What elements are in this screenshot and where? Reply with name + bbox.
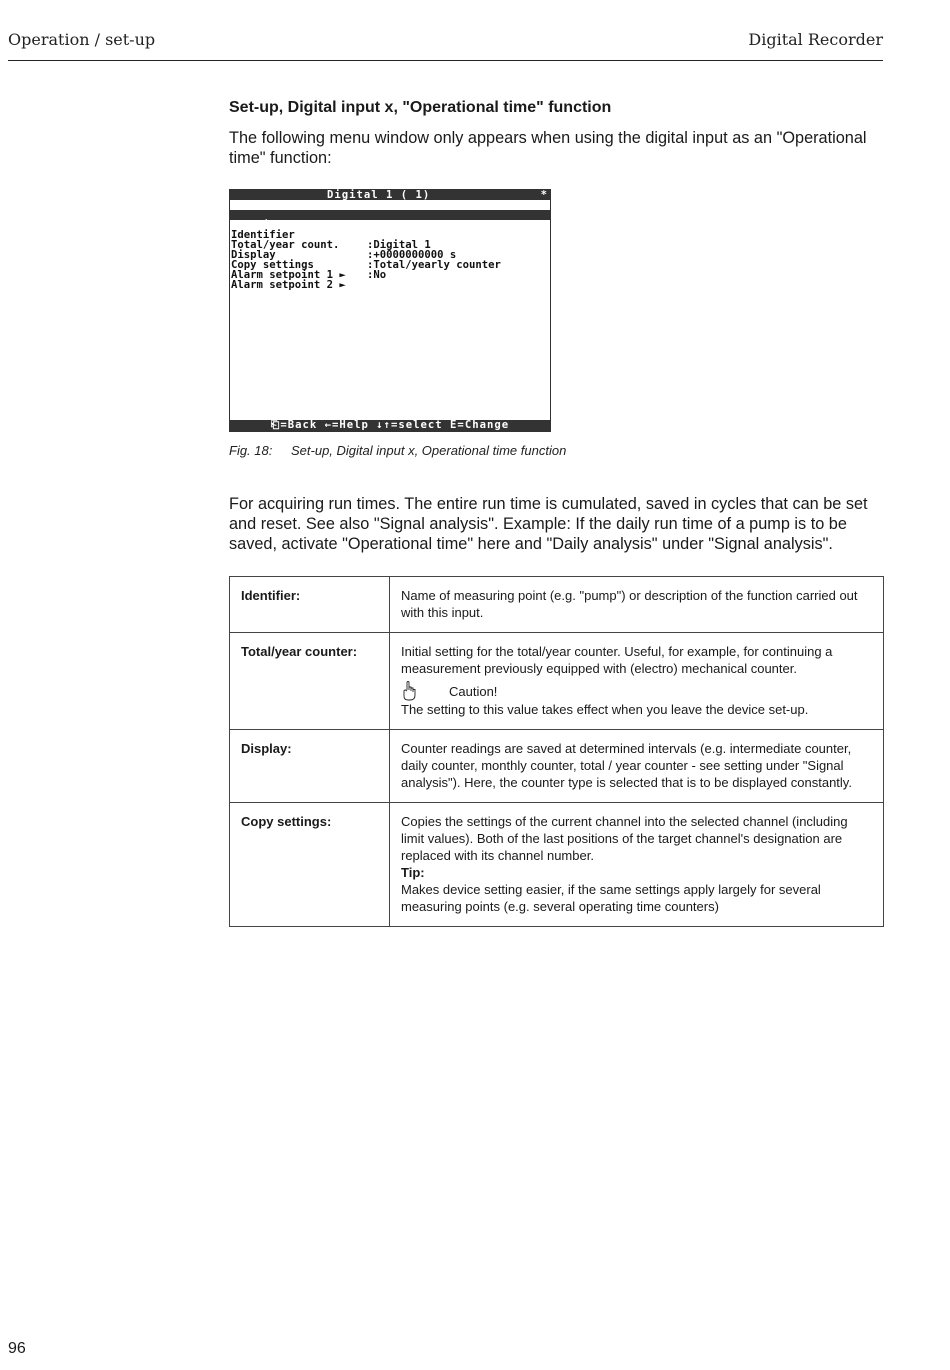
setting-description-cell (390, 803, 884, 927)
description-paragraph: For acquiring run times. The entire run time is cumulated, saved in cycles that can be set and reset. See also "Signal analysis". Example: If the daily run time of a pump is to be saved, activate "Operational time" here and "Daily analysis" under "Signal analysis". (229, 495, 868, 553)
setting-name: Copy settings: (230, 803, 390, 927)
caution-note (401, 681, 872, 701)
menu-row-label: Alarm setpoint 1 ► (231, 269, 346, 281)
setting-description: Copies the settings of the current channel into the selected channel (including limit values). Both of the last positions of the target channel's designation are replaced with its channel number. (401, 814, 848, 863)
setting-description: Name of measuring point (e.g. "pump") or description of the function carried out with this input. (390, 577, 884, 633)
menu-screen (229, 189, 551, 432)
settings-table (229, 576, 884, 927)
table-row (230, 803, 884, 927)
screen-title: Digital 1 ( 1) (327, 189, 431, 201)
setting-name: Identifier: (230, 577, 390, 633)
header-rule (8, 60, 883, 61)
screen-footer-keys: ⎗=Back ←=Help ↓↑=select E=Change (230, 420, 550, 431)
menu-row-value: :No (367, 269, 387, 281)
menu-row-value: :Digital 1 (367, 239, 431, 251)
menu-row-value: :Operational time (367, 229, 476, 241)
running-header-right: Digital Recorder (748, 30, 883, 49)
menu-row-label: Identifier (231, 229, 295, 241)
caution-text: The setting to this value takes effect when you leave the device set-up. (401, 702, 809, 717)
menu-row-label: Function (231, 219, 283, 231)
tip-label: Tip: (401, 865, 425, 880)
menu-row-label: Display (231, 249, 276, 261)
running-header-left: Operation / set-up (8, 30, 156, 49)
pointing-hand-icon (401, 681, 417, 701)
menu-row-label: Copy settings (231, 259, 314, 271)
setting-description: Initial setting for the total/year counter. Useful, for example, for continuing a measurement previously equipped with (electro) mechanical counter. (401, 644, 833, 676)
menu-row-label: Alarm setpoint 2 ► (231, 279, 346, 291)
figure-caption-text: Set-up, Digital input x, Operational time function (291, 443, 567, 458)
table-row (230, 633, 884, 730)
screen-star: * (540, 189, 547, 201)
page-number: 96 (8, 1340, 26, 1357)
menu-row-alarm-setpoint-2[interactable] (230, 270, 550, 291)
figure-number: Fig. 18: (229, 443, 273, 458)
menu-row-value: :Total/yearly counter (367, 259, 501, 271)
setting-name: Total/year counter: (230, 633, 390, 730)
table-row (230, 577, 884, 633)
menu-row-value: :+0000000000 s (367, 249, 457, 261)
setting-description-cell (390, 633, 884, 730)
menu-row-label: Total/year count. (231, 239, 340, 251)
setting-description: Counter readings are saved at determined intervals (e.g. intermediate counter, daily counter, monthly counter, total / year counter - see setting under "Signal analysis"). Here, the counter type is selected that is to be displayed constantly. (390, 730, 884, 803)
table-row (230, 730, 884, 803)
section-title: Set-up, Digital input x, "Operational time" function (229, 99, 612, 116)
setting-name: Display: (230, 730, 390, 803)
screen-title-bar (230, 190, 550, 200)
intro-text: The following menu window only appears when using the digital input as an "Operational time" function: (229, 129, 867, 167)
figure-caption (229, 443, 566, 458)
caution-label: Caution! (449, 683, 498, 699)
tip-text: Makes device setting easier, if the same settings apply largely for several measuring points (e.g. several operating time counters) (401, 882, 821, 914)
